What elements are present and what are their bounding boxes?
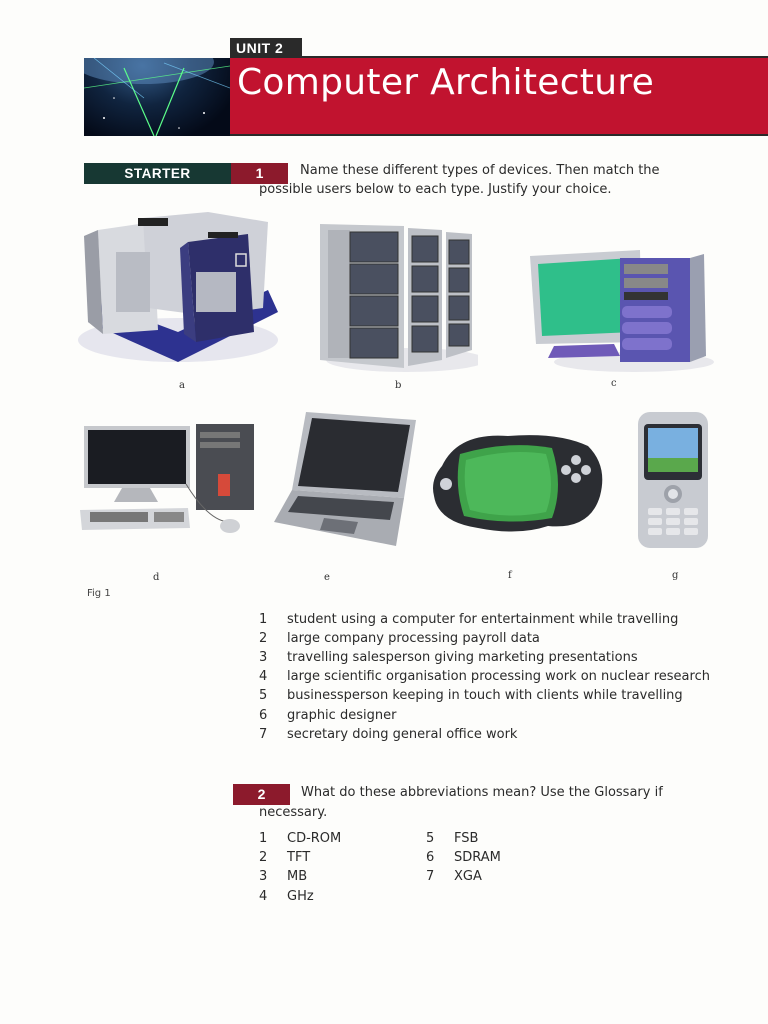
device-g-mobile-phone-image: [636, 410, 712, 556]
abbreviation-item: 5 FSB: [426, 831, 479, 846]
exercise-2-instruction-line1: What do these abbreviations mean? Use the Glossary if: [301, 785, 663, 800]
exercise-1-instruction-line1: Name these different types of devices. Then match the: [300, 163, 660, 178]
list-item: 3 travelling salesperson giving marketing presentations: [259, 650, 638, 665]
device-f-handheld-console-image: [428, 426, 608, 542]
figure-letter-g: g: [672, 570, 679, 581]
figure-letter-e: e: [324, 572, 330, 583]
abbreviation-item: 3 MB: [259, 869, 308, 884]
page-title: Computer Architecture: [237, 62, 655, 103]
abbreviation-item: 4 GHz: [259, 889, 314, 904]
figure-letter-f: f: [508, 570, 512, 581]
starter-label: STARTER: [84, 163, 231, 184]
device-c-desktop-computer-image: [524, 244, 714, 378]
device-a-mainframe-image: [68, 212, 283, 378]
exercise-1-instruction-line2: possible users below to each type. Justify your choice.: [259, 182, 612, 197]
device-d-flat-panel-pc-image: [78, 420, 258, 544]
abbreviation-item: 2 TFT: [259, 850, 311, 865]
list-item: 7 secretary doing general office work: [259, 727, 518, 742]
figure-caption: Fig 1: [87, 588, 111, 599]
device-b-server-racks-image: [318, 220, 478, 376]
figure-letter-d: d: [153, 572, 160, 583]
unit-tab: UNIT 2: [230, 38, 302, 58]
figure-letter-a: a: [179, 380, 185, 391]
abbreviation-item: 7 XGA: [426, 869, 482, 884]
exercise-1-number: 1: [231, 163, 288, 184]
exercise-2-number: 2: [233, 784, 290, 805]
list-item: 4 large scientific organisation processing work on nuclear research: [259, 669, 710, 684]
exercise-2-instruction-line2: necessary.: [259, 805, 328, 820]
list-item: 6 graphic designer: [259, 708, 397, 723]
list-item: 2 large company processing payroll data: [259, 631, 540, 646]
abbreviation-item: 6 SDRAM: [426, 850, 501, 865]
header-space-image: [84, 58, 230, 136]
list-item: 5 businessperson keeping in touch with clients while travelling: [259, 688, 683, 703]
figure-letter-b: b: [395, 380, 402, 391]
device-e-laptop-image: [272, 410, 422, 554]
abbreviation-item: 1 CD-ROM: [259, 831, 342, 846]
figure-letter-c: c: [611, 378, 617, 389]
list-item: 1 student using a computer for entertainment while travelling: [259, 612, 679, 627]
